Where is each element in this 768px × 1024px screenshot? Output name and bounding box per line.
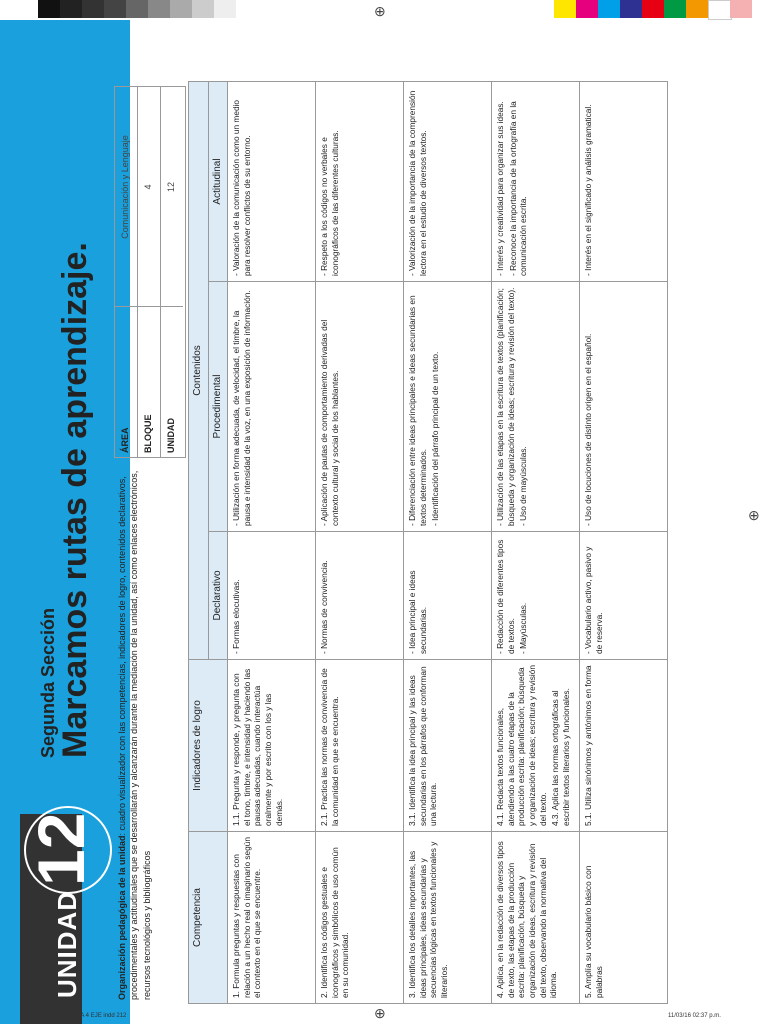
section-subtitle: Segunda Sección bbox=[38, 607, 58, 758]
unit-header bbox=[20, 812, 98, 1024]
rotated-page bbox=[0, 20, 640, 1024]
cell-actitudinal bbox=[580, 81, 668, 281]
table-body bbox=[228, 81, 668, 1003]
procedimental-item: - Uso de locuciones de distinto origen en el español. bbox=[583, 333, 594, 526]
cell-declarativo bbox=[228, 532, 316, 660]
table-row bbox=[316, 81, 404, 1003]
footer-timestamp: 11/03/16 02:37 p.m. bbox=[668, 1013, 721, 1019]
unit-label: UNIDAD bbox=[52, 890, 82, 998]
learning-routes-table bbox=[188, 81, 668, 1004]
crosshair-icon: ⊕ bbox=[374, 3, 386, 19]
indicadores-item: 5.1. Utiliza sinónimos y antónimos en forma bbox=[583, 665, 594, 826]
cell-actitudinal bbox=[492, 81, 580, 281]
unidad-row: UNIDAD 12 bbox=[161, 87, 183, 457]
header-indicadores: Indicadores de logro bbox=[189, 660, 228, 832]
crosshair-icon: ⊕ bbox=[748, 507, 760, 523]
cell-declarativo bbox=[404, 532, 492, 660]
indicadores-item: 3.1. Identifica la idea principal y las ideas secundarias en los párrafos que conforman una lectura. bbox=[407, 666, 439, 826]
actitudinal-item: - Reconoce la importancia de la ortografía en la comunicación escrita. bbox=[507, 101, 529, 276]
cell-procedimental bbox=[404, 282, 492, 532]
area-info-box bbox=[114, 86, 186, 458]
procedimental-item: - Utilización de las etapas en la escritura de textos (planificación; búsqueda y organización de ideas; escritura y revisión del texto). bbox=[495, 287, 516, 526]
bloque-row: BLOQUE 4 bbox=[138, 87, 161, 457]
unit-number: 12 bbox=[24, 812, 98, 886]
cell-competencia: 4. Aplica, en la redacción de diversos tipos de texto, las etapas de la producción escrita: planificación, búsqueda y organización de ideas, escritura y revisión del texto, observando la normativa del idioma. bbox=[492, 832, 580, 1004]
organization-description bbox=[116, 470, 153, 1000]
area-row: ÁREA Comunicación y Lenguaje bbox=[115, 87, 138, 457]
indicadores-item: 4.1. Redacta textos funcionales, atendiendo a las cuatro etapas de la producción escrita: planificación; búsqueda y organización de ideas; escritura y revisión del texto. bbox=[495, 665, 548, 826]
cell-competencia: 3. Identifica los detalles importantes, las ideas principales, ideas secundarias y secuencias lógicas en textos funcionales y literarios. bbox=[404, 832, 492, 1004]
actitudinal-item: - Valorización de la importancia de la comprensión lectora en el estudio de diversos textos. bbox=[407, 90, 428, 276]
cell-procedimental bbox=[228, 282, 316, 532]
cell-indicadores bbox=[316, 660, 404, 832]
indicadores-item: 4.3. Aplica las normas ortográficas al escribir textos literarios y funcionales. bbox=[550, 688, 571, 826]
organization-lead: Organización pedagógica de la unidad bbox=[117, 835, 127, 1000]
procedimental-item: - Uso de mayúsculas. bbox=[518, 446, 529, 526]
table-row bbox=[228, 81, 316, 1003]
procedimental-item: - Identificación del párrafo principal de un texto. bbox=[430, 351, 441, 526]
actitudinal-item: - Respeto a los códigos no verbales e iconográficos de las diferentes culturas. bbox=[319, 130, 340, 276]
indicadores-item: 2.1. Practica las normas de convivencia de la comunidad en que se encuentra. bbox=[319, 668, 340, 826]
procedimental-item: - Utilización en forma adecuada, de velocidad, el timbre, la pausa e intensidad de la voz, en una exposición de información. bbox=[231, 290, 252, 526]
table-row bbox=[492, 81, 580, 1003]
actitudinal-item: - Interés y creatividad para organizar sus ideas. bbox=[495, 101, 506, 276]
cell-procedimental bbox=[492, 282, 580, 532]
cell-actitudinal bbox=[316, 81, 404, 281]
declarativo-item: - Normas de convivencia. bbox=[319, 560, 330, 654]
declarativo-item: - Mayúsculas. bbox=[518, 602, 529, 654]
cell-declarativo bbox=[492, 532, 580, 660]
cell-indicadores bbox=[492, 660, 580, 832]
page-title: Marcamos rutas de aprendizaje. bbox=[56, 242, 94, 758]
cell-declarativo bbox=[316, 532, 404, 660]
cell-indicadores bbox=[228, 660, 316, 832]
cell-indicadores bbox=[404, 660, 492, 832]
declarativo-item: - Redacción de diferentes tipos de textos. bbox=[495, 539, 516, 654]
declarativo-item: - Formas elocutivas. bbox=[231, 579, 242, 654]
cell-actitudinal bbox=[404, 81, 492, 281]
cell-competencia: 2. Identifica los códigos gestuales e iconográficos y simbólicos de uso común en su comunidad. bbox=[316, 832, 404, 1004]
header-contenidos: Contenidos bbox=[189, 81, 209, 659]
cell-procedimental bbox=[580, 282, 668, 532]
table-row bbox=[580, 81, 668, 1003]
declarativo-item: - Idea principal e ideas secundarias. bbox=[407, 570, 428, 654]
table-row bbox=[404, 81, 492, 1003]
cell-actitudinal bbox=[228, 81, 316, 281]
crosshair-icon: ⊕ bbox=[374, 1005, 386, 1021]
header-actitudinal: Actitudinal bbox=[208, 81, 228, 281]
organization-text: : cuadro visualizador con las competencias, indicadores de logro, contenidos declarativos, procedimentales y actitudinales que se desarrollarán y alcanzarán durante la mediación de la unidad, así como enlaces electrónicos, recursos tecnológicos y bibliográficos bbox=[117, 470, 152, 1000]
actitudinal-item: - Valoración de la comunicación como un medio para resolver conflictos de su entorno. bbox=[231, 99, 252, 276]
footer-file-label: PLANCHAS ÁREA 4 EJE indd 212 bbox=[34, 1013, 127, 1019]
header-declarativo: Declarativo bbox=[208, 532, 228, 660]
header-procedimental: Procedimental bbox=[208, 282, 228, 532]
header-competencia: Competencia bbox=[189, 832, 228, 1004]
declarativo-item: - Vocabulario activo, pasivo y de reserva. bbox=[583, 546, 604, 654]
cell-procedimental bbox=[316, 282, 404, 532]
cell-competencia: 5. Amplía su vocabulario básico con palabras bbox=[580, 832, 668, 1004]
procedimental-item: - Diferenciación entre ideas principales e ideas secundarias en textos determinados. bbox=[407, 295, 428, 526]
cell-indicadores bbox=[580, 660, 668, 832]
actitudinal-item: - Interés en el significado y análisis gramatical. bbox=[583, 104, 594, 276]
indicadores-item: 1.1. Pregunta y responde, y pregunta con el tono, timbre, e intensidad y haciendo las pausas adecuadas, cuando interactúa oralmente y por escrito con los y las demás. bbox=[231, 668, 284, 826]
cell-declarativo bbox=[580, 532, 668, 660]
procedimental-item: - Aplicación de pautas de comportamiento derivadas del contexto cultural y social de los hablantes. bbox=[319, 319, 340, 526]
cell-competencia: 1. Formula preguntas y respuestas con relación a un hecho real o imaginario según el contexto en el que se encuentre. bbox=[228, 832, 316, 1004]
